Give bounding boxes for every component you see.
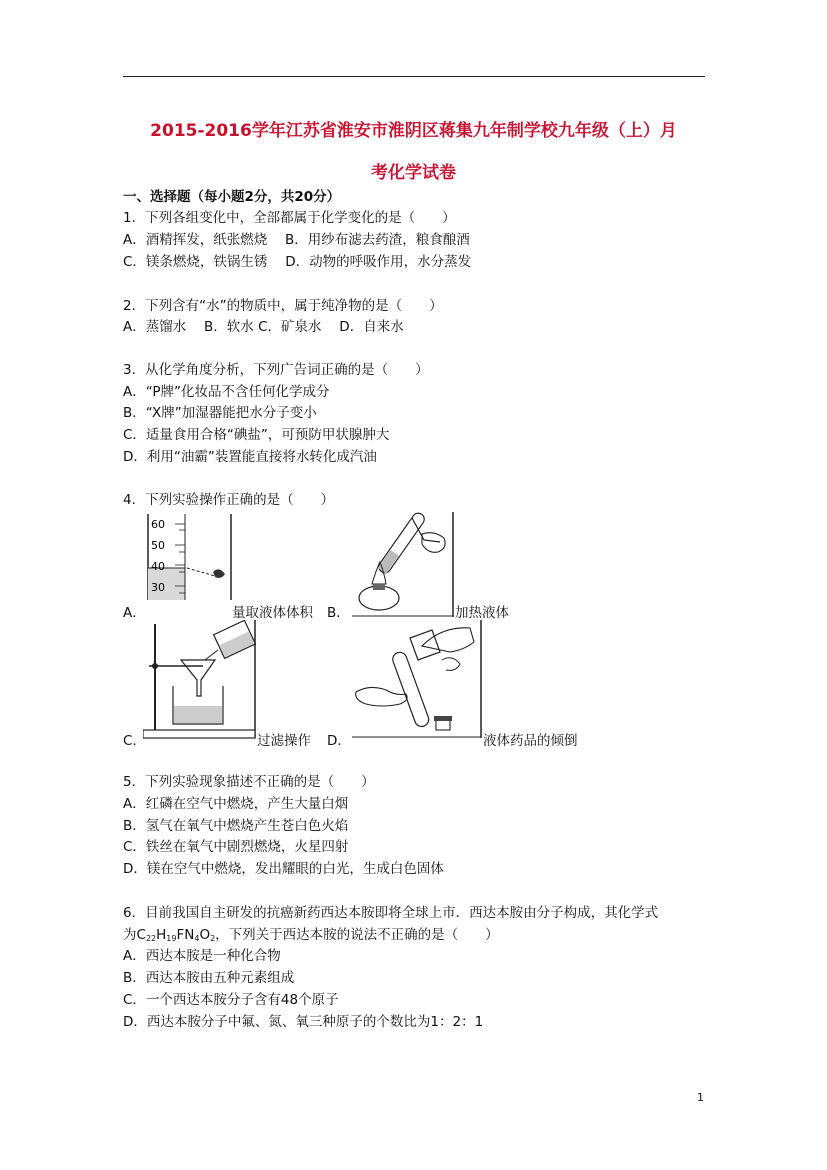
figure-d-pouring-liquid bbox=[352, 620, 484, 740]
q4-option-a-label: 量取液体体积 bbox=[232, 605, 313, 621]
q4-option-d-letter: D． bbox=[327, 733, 351, 749]
q6-formula-post: ，下列关于西达本胺的说法不正确的是（ ） bbox=[215, 927, 499, 943]
tick-30: 30 bbox=[151, 581, 165, 594]
q5-option-d: D．镁在空气中燃烧，发出耀眼的白光，生成白色固体 bbox=[123, 861, 444, 877]
q3-option-c: C．适量食用合格“碘盐”，可预防甲状腺肿大 bbox=[123, 427, 390, 443]
q2-options-row1: A．蒸馏水 B．软水 C．矿泉水 D．自来水 bbox=[123, 319, 404, 335]
q6-sub-19: 19 bbox=[166, 934, 177, 943]
figure-c-filtration bbox=[143, 620, 258, 740]
tick-60: 60 bbox=[151, 518, 165, 531]
q3-stem: 3．从化学角度分析，下列广告词正确的是（ ） bbox=[123, 362, 429, 378]
q4-option-a-letter: A． bbox=[123, 605, 146, 621]
q5-stem: 5．下列实验现象描述不正确的是（ ） bbox=[123, 774, 375, 790]
header-rule bbox=[123, 76, 705, 77]
q1-options-row1: A．酒精挥发，纸张燃烧 B．用纱布滤去药渣，粮食酿酒 bbox=[123, 232, 470, 248]
q6-sub-2: 2 bbox=[210, 934, 216, 943]
q6-sub-22: 22 bbox=[145, 934, 157, 943]
q4-option-c-label: 过滤操作 bbox=[257, 733, 311, 749]
q6-formula-o: O bbox=[199, 927, 211, 943]
q4-option-d-label: 液体药品的倾倒 bbox=[483, 733, 578, 749]
q6-formula-fn: FN bbox=[176, 927, 195, 943]
section-heading: 一、选择题（每小题2分，共20分） bbox=[123, 189, 341, 205]
figure-a-measuring-cylinder bbox=[145, 512, 235, 602]
q3-option-a: A．“P牌”化妆品不含任何化学成分 bbox=[123, 384, 330, 400]
q6-sub-4: 4 bbox=[194, 934, 200, 943]
q4-option-c-letter: C． bbox=[123, 733, 146, 749]
q5-option-a: A．红磷在空气中燃烧，产生大量白烟 bbox=[123, 796, 349, 812]
q6-option-b: B．西达本胺由五种元素组成 bbox=[123, 970, 295, 986]
page-number: 1 bbox=[697, 1091, 704, 1104]
q6-formula-h: H bbox=[156, 927, 167, 943]
q1-options-row2: C．镁条燃烧，铁锅生锈 D．动物的呼吸作用，水分蒸发 bbox=[123, 254, 472, 270]
q3-option-d: D．利用“油霸”装置能直接将水转化成汽油 bbox=[123, 449, 377, 465]
q6-option-a: A．西达本胺是一种化合物 bbox=[123, 948, 281, 964]
q6-formula-pre: 为C bbox=[123, 927, 146, 943]
q1-stem: 1．下列各组变化中，全部都属于化学变化的是（ ） bbox=[123, 210, 456, 226]
tick-40: 40 bbox=[151, 560, 165, 573]
q3-option-b: B．“X牌”加湿器能把水分子变小 bbox=[123, 405, 317, 421]
figure-b-heating-liquid bbox=[352, 512, 456, 617]
tick-50: 50 bbox=[151, 539, 165, 552]
q6-stem: 6．目前我国自主研发的抗癌新药西达本胺即将全球上市．西达本胺由分子构成，其化学式 bbox=[123, 905, 659, 921]
q6-option-c: C．一个西达本胺分子含有48个原子 bbox=[123, 992, 339, 1008]
page-title-line2: 考化学试卷 bbox=[371, 163, 456, 183]
q6-formula-line bbox=[123, 926, 499, 948]
q2-stem: 2．下列含有“水”的物质中，属于纯净物的是（ ） bbox=[123, 298, 443, 314]
q5-option-b: B．氢气在氧气中燃烧产生苍白色火焰 bbox=[123, 818, 349, 834]
q4-stem: 4．下列实验操作正确的是（ ） bbox=[123, 492, 335, 508]
q4-option-b-letter: B． bbox=[327, 605, 350, 621]
page-title-line1: 2015-2016学年江苏省淮安市淮阴区蒋集九年制学校九年级（上）月 bbox=[150, 121, 677, 141]
q5-option-c: C．铁丝在氧气中剧烈燃烧，火星四射 bbox=[123, 839, 349, 855]
q6-option-d: D．西达本胺分子中氟、氮、氧三种原子的个数比为1：2：1 bbox=[123, 1014, 484, 1030]
q4-option-b-label: 加热液体 bbox=[455, 605, 509, 621]
